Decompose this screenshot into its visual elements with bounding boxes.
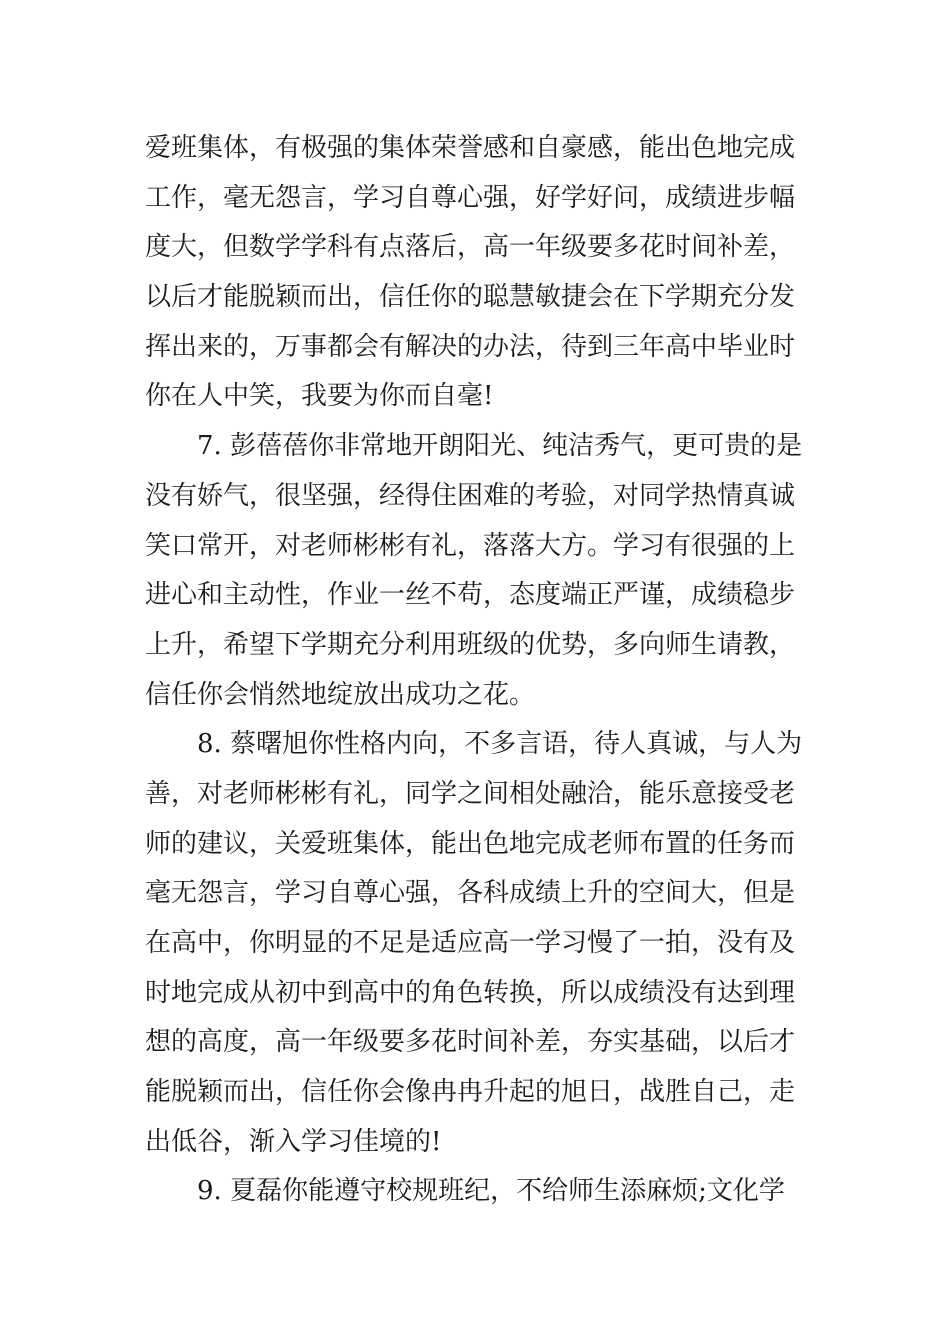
paragraph-start-line: 7. 彭蓓蓓你非常地开朗阳光、纯洁秀气，更可贵的是 xyxy=(197,431,803,462)
text-line: 毫无怨言，学习自尊心强，各科成绩上升的空间大，但是 xyxy=(145,878,796,909)
text-line: 没有娇气，很坚强，经得住困难的考验，对同学热情真诚 xyxy=(145,480,796,511)
paragraph-start-line: 8. 蔡曙旭你性格内向，不多言语，待人真诚，与人为 xyxy=(197,729,803,760)
text-line: 以后才能脱颖而出，信任你的聪慧敏捷会在下学期充分发 xyxy=(145,282,796,313)
paragraph-start-line: 9. 夏磊你能遵守校规班纪，不给师生添麻烦;文化学 xyxy=(197,1176,785,1207)
text-line: 工作，毫无怨言，学习自尊心强，好学好问，成绩进步幅 xyxy=(145,182,796,213)
text-line: 信任你会悄然地绽放出成功之花。 xyxy=(145,679,536,710)
text-line: 笑口常开，对老师彬彬有礼，落落大方。学习有很强的上 xyxy=(145,530,796,561)
text-line: 上升，希望下学期充分利用班级的优势，多向师生请教， xyxy=(145,629,796,660)
text-line: 进心和主动性，作业一丝不苟，态度端正严谨，成绩稳步 xyxy=(145,580,796,611)
document-body xyxy=(145,124,815,1217)
text-line: 师的建议，关爱班集体，能出色地完成老师布置的任务而 xyxy=(145,828,796,859)
text-line: 出低谷，渐入学习佳境的! xyxy=(145,1126,442,1157)
text-line: 爱班集体，有极强的集体荣誉感和自豪感，能出色地完成 xyxy=(145,133,796,163)
text-line: 时地完成从初中到高中的角色转换，所以成绩没有达到理 xyxy=(145,977,796,1008)
text-line: 善，对老师彬彬有礼，同学之间相处融洽，能乐意接受老 xyxy=(145,778,796,809)
text-line: 度大，但数学学科有点落后，高一年级要多花时间补差， xyxy=(145,232,796,263)
text-line: 在高中，你明显的不足是适应高一学习慢了一拍，没有及 xyxy=(145,928,796,958)
text-line: 想的高度，高一年级要多花时间补差，夯实基础，以后才 xyxy=(145,1027,796,1058)
text-line: 挥出来的，万事都会有解决的办法，待到三年高中毕业时 xyxy=(145,331,796,362)
text-line: 能脱颖而出，信任你会像冉冉升起的旭日，战胜自己，走 xyxy=(145,1077,796,1108)
text-line: 你在人中笑，我要为你而自毫! xyxy=(145,381,494,412)
